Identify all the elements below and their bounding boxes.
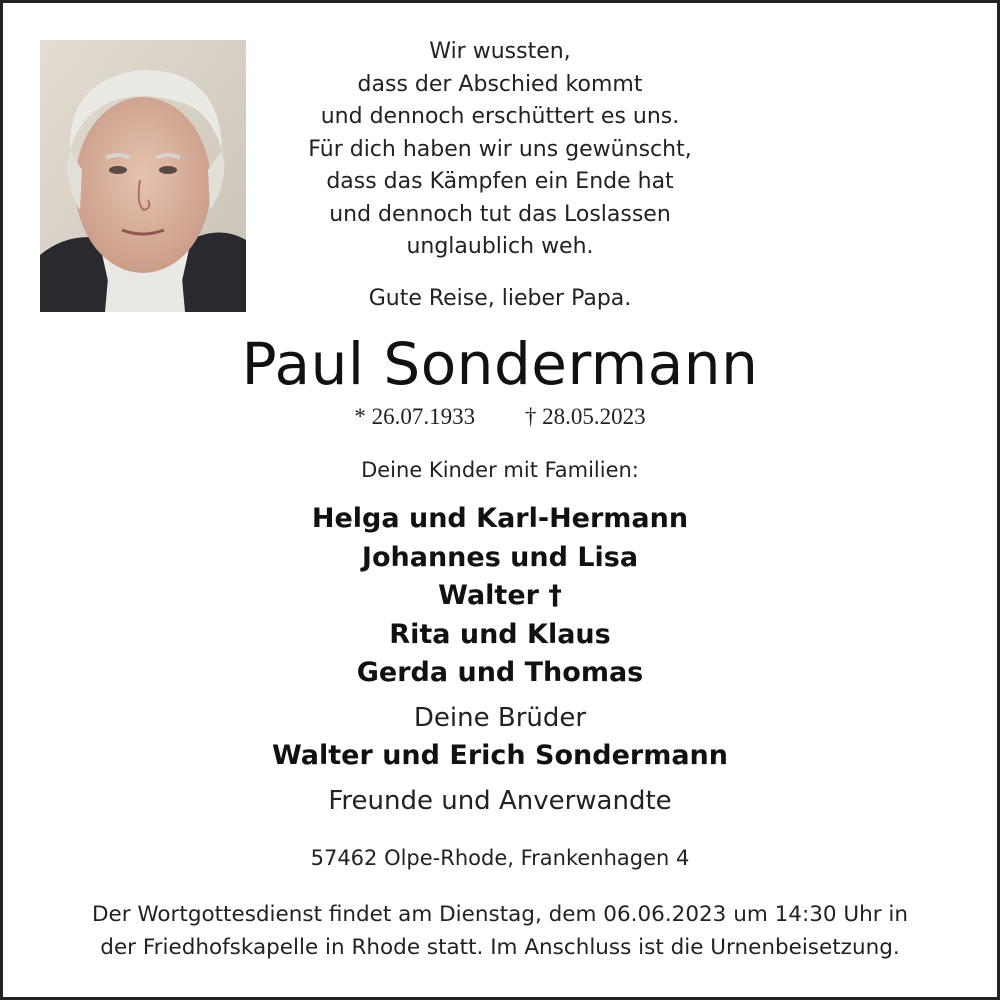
- life-dates: [0, 404, 1000, 430]
- brothers-label: Deine Brüder: [413, 703, 587, 733]
- poem: [250, 36, 750, 264]
- list-item: Gerda und Thomas: [356, 657, 644, 688]
- portrait-photo-elderly-man: [40, 40, 246, 312]
- death-date: † 28.05.2023: [524, 404, 646, 429]
- service-line: der Friedhofskapelle in Rhode statt. Im Anschluss ist die Urnenbeisetzung.: [100, 935, 900, 960]
- service-line: Der Wortgottesdienst findet am Dienstag, dem 06.06.2023 um 14:30 Uhr in: [91, 902, 909, 927]
- brothers-names: Walter und Erich Sondermann: [271, 740, 728, 771]
- children-list: [0, 500, 1000, 693]
- list-item: Rita und Klaus: [389, 618, 611, 650]
- poem-line: Wir wussten,: [429, 39, 571, 64]
- portrait-photo: [40, 40, 246, 312]
- poem-line: unglaublich weh.: [406, 234, 594, 259]
- poem-line: Für dich haben wir uns gewünscht,: [308, 136, 692, 162]
- list-item: Johannes und Lisa: [361, 541, 639, 573]
- farewell-text: Gute Reise, lieber Papa.: [368, 286, 632, 311]
- friends-line: Freunde und Anverwandte: [328, 786, 672, 816]
- poem-line: dass der Abschied kommt: [357, 71, 643, 97]
- deceased-name: Paul Sondermann: [241, 330, 759, 398]
- poem-line: und dennoch erschüttert es uns.: [320, 104, 680, 129]
- children-intro: Deine Kinder mit Familien:: [361, 458, 639, 482]
- list-item: Walter †: [438, 580, 562, 611]
- poem-line: dass das Kämpfen ein Ende hat: [326, 169, 674, 194]
- list-item: Helga und Karl-Hermann: [311, 503, 689, 534]
- birth-date: * 26.07.1933: [354, 404, 476, 429]
- service-notice: [40, 898, 960, 964]
- poem-line: und dennoch tut das Loslassen: [329, 201, 671, 227]
- address: 57462 Olpe-Rhode, Frankenhagen 4: [310, 846, 690, 870]
